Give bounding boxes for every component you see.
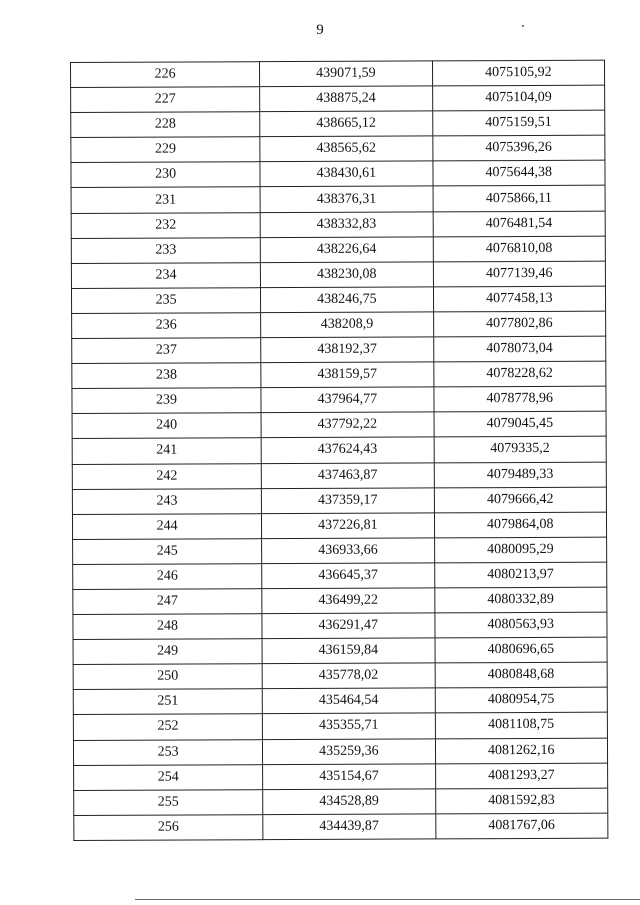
y-coordinate-cell: 4080954,75 bbox=[435, 688, 608, 714]
table-row bbox=[71, 211, 605, 238]
x-coordinate-cell: 436645,37 bbox=[262, 563, 435, 589]
x-coordinate-cell: 437964,77 bbox=[261, 387, 434, 413]
x-coordinate-cell: 435464,54 bbox=[262, 688, 435, 714]
table-row bbox=[72, 487, 606, 514]
point-number-cell: 238 bbox=[72, 363, 261, 389]
table-row bbox=[71, 161, 605, 188]
y-coordinate-cell: 4080563,93 bbox=[434, 612, 607, 638]
x-coordinate-cell: 434528,89 bbox=[263, 789, 436, 815]
point-number-cell: 255 bbox=[74, 789, 263, 815]
table-row bbox=[74, 763, 608, 790]
y-coordinate-cell: 4075396,26 bbox=[432, 135, 605, 161]
table-row bbox=[72, 311, 606, 338]
table-row bbox=[71, 110, 605, 137]
table-row bbox=[73, 688, 607, 715]
point-number-cell: 248 bbox=[73, 614, 262, 640]
table-row bbox=[74, 788, 608, 815]
x-coordinate-cell: 437463,87 bbox=[261, 462, 434, 488]
y-coordinate-cell: 4080213,97 bbox=[434, 562, 607, 588]
x-coordinate-cell: 435154,67 bbox=[263, 764, 436, 790]
y-coordinate-cell: 4080332,89 bbox=[434, 587, 607, 613]
x-coordinate-cell: 437359,17 bbox=[261, 488, 434, 514]
y-coordinate-cell: 4078073,04 bbox=[433, 336, 606, 362]
y-coordinate-cell: 4075644,38 bbox=[432, 161, 605, 187]
x-coordinate-cell: 438332,83 bbox=[260, 211, 433, 237]
x-coordinate-cell: 437226,81 bbox=[262, 513, 435, 539]
point-number-cell: 232 bbox=[71, 212, 260, 238]
y-coordinate-cell: 4075159,51 bbox=[432, 110, 605, 136]
point-number-cell: 243 bbox=[72, 488, 261, 514]
y-coordinate-cell: 4079045,45 bbox=[434, 411, 607, 437]
point-number-cell: 226 bbox=[71, 62, 260, 88]
x-coordinate-cell: 438565,62 bbox=[260, 136, 433, 162]
point-number-cell: 237 bbox=[72, 338, 261, 364]
table-row bbox=[73, 612, 607, 639]
y-coordinate-cell: 4081767,06 bbox=[435, 813, 608, 839]
point-number-cell: 231 bbox=[71, 187, 260, 213]
x-coordinate-cell: 438230,08 bbox=[261, 262, 434, 288]
table-row bbox=[71, 236, 605, 263]
x-coordinate-cell: 436933,66 bbox=[262, 538, 435, 564]
table-row bbox=[72, 361, 606, 388]
table-row bbox=[72, 437, 606, 464]
scan-speck bbox=[522, 25, 524, 27]
table-row bbox=[73, 713, 607, 740]
point-number-cell: 254 bbox=[74, 764, 263, 790]
y-coordinate-cell: 4080848,68 bbox=[435, 662, 608, 688]
y-coordinate-cell: 4079864,08 bbox=[434, 512, 607, 538]
y-coordinate-cell: 4081108,75 bbox=[435, 713, 608, 739]
x-coordinate-cell: 438376,31 bbox=[260, 186, 433, 212]
point-number-cell: 227 bbox=[71, 87, 260, 113]
y-coordinate-cell: 4079489,33 bbox=[434, 462, 607, 488]
table-row bbox=[71, 135, 605, 162]
coordinates-table-body bbox=[71, 60, 608, 840]
y-coordinate-cell: 4075104,09 bbox=[432, 85, 605, 111]
table-row bbox=[73, 637, 607, 664]
y-coordinate-cell: 4081592,83 bbox=[435, 788, 608, 814]
x-coordinate-cell: 438226,64 bbox=[260, 237, 433, 263]
point-number-cell: 236 bbox=[72, 313, 261, 339]
page-number: 9 bbox=[316, 22, 324, 38]
table-row bbox=[72, 336, 606, 363]
table-row bbox=[72, 462, 606, 489]
x-coordinate-cell: 436499,22 bbox=[262, 588, 435, 614]
y-coordinate-cell: 4075105,92 bbox=[432, 60, 605, 86]
table-row bbox=[72, 512, 606, 539]
table-row bbox=[71, 186, 605, 213]
point-number-cell: 250 bbox=[73, 664, 262, 690]
point-number-cell: 244 bbox=[72, 513, 261, 539]
y-coordinate-cell: 4080696,65 bbox=[435, 637, 608, 663]
x-coordinate-cell: 435778,02 bbox=[262, 663, 435, 689]
y-coordinate-cell: 4076810,08 bbox=[433, 236, 606, 262]
x-coordinate-cell: 437792,22 bbox=[261, 412, 434, 438]
y-coordinate-cell: 4075866,11 bbox=[433, 186, 606, 212]
table-row bbox=[71, 261, 605, 288]
point-number-cell: 230 bbox=[71, 162, 260, 188]
x-coordinate-cell: 438246,75 bbox=[261, 287, 434, 313]
y-coordinate-cell: 4080095,29 bbox=[434, 537, 607, 563]
point-number-cell: 247 bbox=[73, 589, 262, 615]
point-number-cell: 251 bbox=[73, 689, 262, 715]
x-coordinate-cell: 438665,12 bbox=[260, 111, 433, 137]
table-row bbox=[71, 60, 605, 87]
y-coordinate-cell: 4081262,16 bbox=[435, 738, 608, 764]
coordinates-table bbox=[70, 60, 608, 841]
point-number-cell: 240 bbox=[72, 413, 261, 439]
point-number-cell: 234 bbox=[71, 262, 260, 288]
x-coordinate-cell: 438430,61 bbox=[260, 161, 433, 187]
table-row bbox=[73, 662, 607, 689]
point-number-cell: 229 bbox=[71, 137, 260, 163]
x-coordinate-cell: 439071,59 bbox=[260, 61, 433, 87]
x-coordinate-cell: 435259,36 bbox=[263, 738, 436, 764]
y-coordinate-cell: 4079666,42 bbox=[434, 487, 607, 513]
point-number-cell: 256 bbox=[74, 814, 263, 840]
point-number-cell: 245 bbox=[73, 538, 262, 564]
point-number-cell: 242 bbox=[72, 463, 261, 489]
x-coordinate-cell: 438159,57 bbox=[261, 362, 434, 388]
y-coordinate-cell: 4077802,86 bbox=[433, 311, 606, 337]
point-number-cell: 246 bbox=[73, 564, 262, 590]
table-row bbox=[72, 386, 606, 413]
y-coordinate-cell: 4077139,46 bbox=[433, 261, 606, 287]
y-coordinate-cell: 4079335,2 bbox=[434, 437, 607, 463]
x-coordinate-cell: 435355,71 bbox=[262, 713, 435, 739]
table-row bbox=[73, 537, 607, 564]
table-row bbox=[73, 738, 607, 765]
page-bottom-rule bbox=[135, 899, 640, 900]
point-number-cell: 253 bbox=[73, 739, 262, 765]
table-row bbox=[73, 587, 607, 614]
point-number-cell: 228 bbox=[71, 112, 260, 138]
table-row bbox=[71, 286, 605, 313]
y-coordinate-cell: 4081293,27 bbox=[435, 763, 608, 789]
x-coordinate-cell: 436291,47 bbox=[262, 613, 435, 639]
point-number-cell: 233 bbox=[71, 237, 260, 263]
x-coordinate-cell: 438875,24 bbox=[260, 86, 433, 112]
point-number-cell: 241 bbox=[72, 438, 261, 464]
x-coordinate-cell: 438192,37 bbox=[261, 337, 434, 363]
point-number-cell: 249 bbox=[73, 639, 262, 665]
point-number-cell: 235 bbox=[71, 288, 260, 314]
point-number-cell: 239 bbox=[72, 388, 261, 414]
point-number-cell: 252 bbox=[73, 714, 262, 740]
x-coordinate-cell: 434439,87 bbox=[263, 814, 436, 840]
x-coordinate-cell: 436159,84 bbox=[262, 638, 435, 664]
y-coordinate-cell: 4078778,96 bbox=[433, 386, 606, 412]
table-row bbox=[74, 813, 608, 840]
table-row bbox=[71, 85, 605, 112]
x-coordinate-cell: 437624,43 bbox=[261, 437, 434, 463]
table-row bbox=[72, 411, 606, 438]
y-coordinate-cell: 4077458,13 bbox=[433, 286, 606, 312]
y-coordinate-cell: 4076481,54 bbox=[433, 211, 606, 237]
y-coordinate-cell: 4078228,62 bbox=[433, 361, 606, 387]
table-row bbox=[73, 562, 607, 589]
x-coordinate-cell: 438208,9 bbox=[261, 312, 434, 338]
